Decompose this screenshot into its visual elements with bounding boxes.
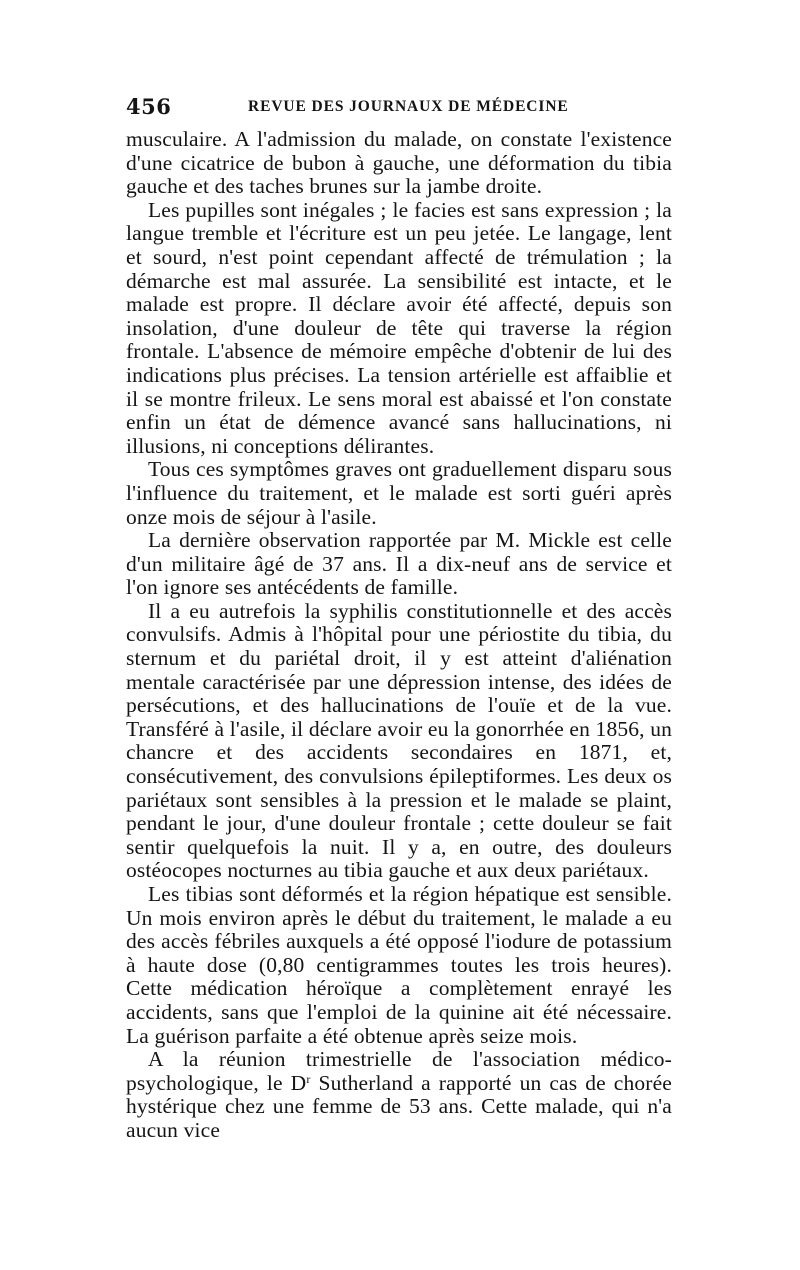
paragraph-1: musculaire. A l'admission du malade, on constate l'existence d'une cicatrice de bubon à gauche, une déformation du tibia gauche et des taches brunes sur la jambe droite. [126,127,672,199]
paragraph-4: La dernière observation rapportée par M. Mickle est celle d'un militaire âgé de 37 ans. Il a dix-neuf ans de service et l'on ignore ses antécédents de famille. [126,528,672,600]
paragraph-3: Tous ces symptômes graves ont graduellement disparu sous l'influence du traitement, et le malade est sorti guéri après onze mois de séjour à l'asile. [126,457,672,529]
paragraph-6: Les tibias sont déformés et la région hépatique est sensible. Un mois environ après le début du traitement, le malade a eu des accès fébriles auxquels a été opposé l'iodure de potassium à haute dose (0,80 centigrammes toutes les trois heures). Cette médication héroïque a complètement enrayé les accidents, sans que l'emploi de la quinine ait été nécessaire. La guérison parfaite a été obtenue après seize mois. [126,882,672,1048]
paragraph-7-start: A la réunion trimestrielle de l'association médico-psychologique, le D [126,1047,672,1095]
paragraph-5: Il a eu autrefois la syphilis constitutionnelle et des accès convulsifs. Admis à l'hôpital pour une périostite du tibia, du sternum et du pariétal droit, il y est atteint d'aliénation mentale caractérisée par une dépression intense, des idées de persécutions, et des hallucinations de l'ouïe et de la vue. Transféré à l'asile, il déclare avoir eu la gonorrhée en 1856, un chancre et des accidents secondaires en 1871, et, consécutivement, des convulsions épileptiformes. Les deux os pariétaux sont sensibles à la pression et le malade se plaint, pendant le jour, d'une douleur frontale ; cette douleur se fait sentir quelquefois la nuit. Il y a, en outre, des douleurs ostéocopes nocturnes au tibia gauche et aux deux pariétaux. [126,598,672,883]
paragraph-7-end: Sutherland a rapporté un cas de chorée hystérique chez une femme de 53 ans. Cette malade, qui n'a aucun vice [126,1070,672,1142]
body-text [126,128,672,1143]
running-head [126,94,672,122]
paragraph-2: Les pupilles sont inégales ; le facies est sans expression ; la langue tremble et l'écriture est un peu jetée. Le langage, lent et sourd, n'est point cependant affecté de trémulation ; la démarche est mal assurée. La sensibilité est intacte, et le malade est propre. Il déclare avoir été affecté, depuis son insolation, d'une douleur de tête qui traverse la région frontale. L'absence de mémoire empêche d'obtenir de lui des indications plus précises. La tension artérielle est affaiblie et il se montre frileux. Le sens moral est abaissé et l'on constate enfin un état de démence avancé sans hallucinations, ni illusions, ni conceptions délirantes. [126,197,672,458]
doctor-abbreviation-superscript: r [306,1071,311,1086]
running-title: REVUE DES JOURNAUX DE MÉDECINE [248,98,569,115]
paragraph-7 [126,1048,672,1142]
page-number: 456 [126,94,172,119]
